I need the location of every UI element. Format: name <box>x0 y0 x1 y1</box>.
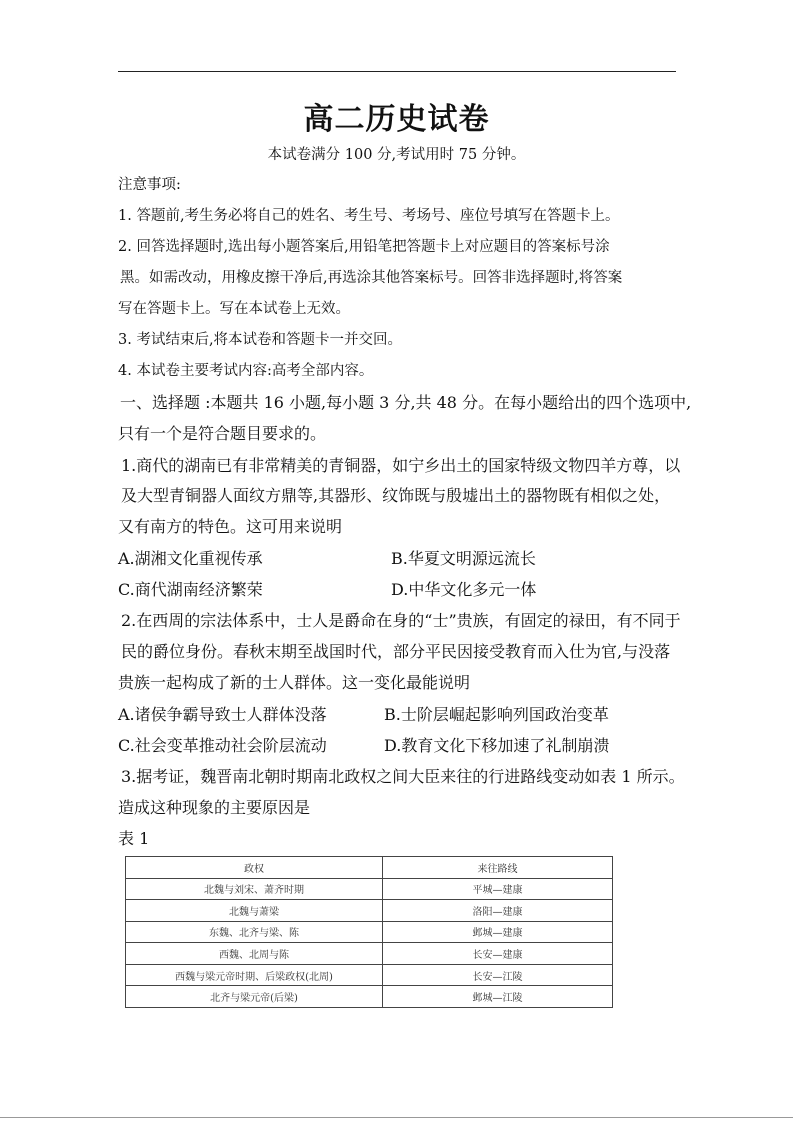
exam-info: 本试卷满分 100 分,考试用时 75 分钟。 <box>267 147 526 163</box>
note-line: 1. 答题前,考生务必将自己的姓名、考生号、考场号、座位号填写在答题卡上。 <box>118 208 620 224</box>
bottom-rule <box>0 1117 793 1118</box>
table-cell: 北齐与梁元帝(后梁) <box>126 986 383 1008</box>
note-line: 4. 本试卷主要考试内容:高考全部内容。 <box>118 363 374 379</box>
table-cell: 长安—江陵 <box>383 964 613 986</box>
table-row <box>126 986 613 1008</box>
question-1-stem: 1.商代的湖南已有非常精美的青铜器，如宁乡出土的国家特级文物四羊方尊，以 <box>121 456 681 475</box>
section-heading-cont: 只有一个是符合题目要求的。 <box>118 424 327 443</box>
question-2-stem: 2.在西周的宗法体系中，士人是爵命在身的“士”贵族，有固定的禄田，有不同于 <box>121 611 681 630</box>
table-header-cell: 来往路线 <box>383 857 613 879</box>
table-cell: 长安—建康 <box>383 943 613 965</box>
question-2-option-c: C.社会变革推动社会阶层流动 <box>118 736 327 755</box>
table-header-row <box>126 857 613 879</box>
table-cell: 邺城—建康 <box>383 921 613 943</box>
table-cell: 洛阳—建康 <box>383 900 613 922</box>
note-line: 黑。如需改动，用橡皮擦干净后,再选涂其他答案标号。回答非选择题时,将答案 <box>120 270 623 286</box>
table-cell: 北魏与萧梁 <box>126 900 383 922</box>
question-2-stem: 民的爵位身份。春秋末期至战国时代，部分平民因接受教育而入仕为官,与没落 <box>121 642 671 661</box>
table-cell: 平城—建康 <box>383 878 613 900</box>
notes-heading: 注意事项: <box>118 177 181 193</box>
page-title: 高二历史试卷 <box>303 102 490 137</box>
table-header-cell: 政权 <box>126 857 383 879</box>
question-1-option-d: D.中华文化多元一体 <box>391 580 537 599</box>
section-heading: 一、选择题 :本题共 16 小题,每小题 3 分,共 48 分。在每小题给出的四个选项中, <box>120 393 692 412</box>
note-line: 写在答题卡上。写在本试卷上无效。 <box>118 301 350 317</box>
table-cell: 东魏、北齐与梁、陈 <box>126 921 383 943</box>
note-line: 3. 考试结束后,将本试卷和答题卡一并交回。 <box>118 332 403 348</box>
table-cell: 西魏与梁元帝时期、后梁政权(北周) <box>126 964 383 986</box>
question-1-option-a: A.湖湘文化重视传承 <box>118 549 263 568</box>
table-row <box>126 921 613 943</box>
table-row <box>126 943 613 965</box>
question-2-option-b: B.士阶层崛起影响列国政治变革 <box>384 705 609 724</box>
question-3-stem: 造成这种现象的主要原因是 <box>118 798 311 817</box>
top-rule <box>118 71 676 72</box>
question-1-stem: 又有南方的特色。这可用来说明 <box>118 517 343 536</box>
question-2-option-d: D.教育文化下移加速了礼制崩溃 <box>384 736 610 755</box>
table-row <box>126 878 613 900</box>
table-cell: 邺城—江陵 <box>383 986 613 1008</box>
question-1-option-c: C.商代湖南经济繁荣 <box>118 580 263 599</box>
table-row <box>126 964 613 986</box>
table-row <box>126 900 613 922</box>
table-cell: 北魏与刘宋、萧齐时期 <box>126 878 383 900</box>
note-line: 2. 回答选择题时,选出每小题答案后,用铅笔把答题卡上对应题目的答案标号涂 <box>118 239 610 255</box>
question-1-stem: 及大型青铜器人面纹方鼎等,其器形、纹饰既与殷墟出土的器物既有相似之处， <box>121 486 671 505</box>
table-caption: 表 1 <box>118 829 150 848</box>
question-2-option-a: A.诸侯争霸导致士人群体没落 <box>118 705 327 724</box>
question-3-stem: 3.据考证，魏晋南北朝时期南北政权之间大臣来往的行进路线变动如表 1 所示。 <box>121 767 685 786</box>
question-1-option-b: B.华夏文明源远流长 <box>391 549 536 568</box>
question-2-stem: 贵族一起构成了新的士人群体。这一变化最能说明 <box>118 673 471 692</box>
route-table <box>125 856 613 1008</box>
table-cell: 西魏、北周与陈 <box>126 943 383 965</box>
